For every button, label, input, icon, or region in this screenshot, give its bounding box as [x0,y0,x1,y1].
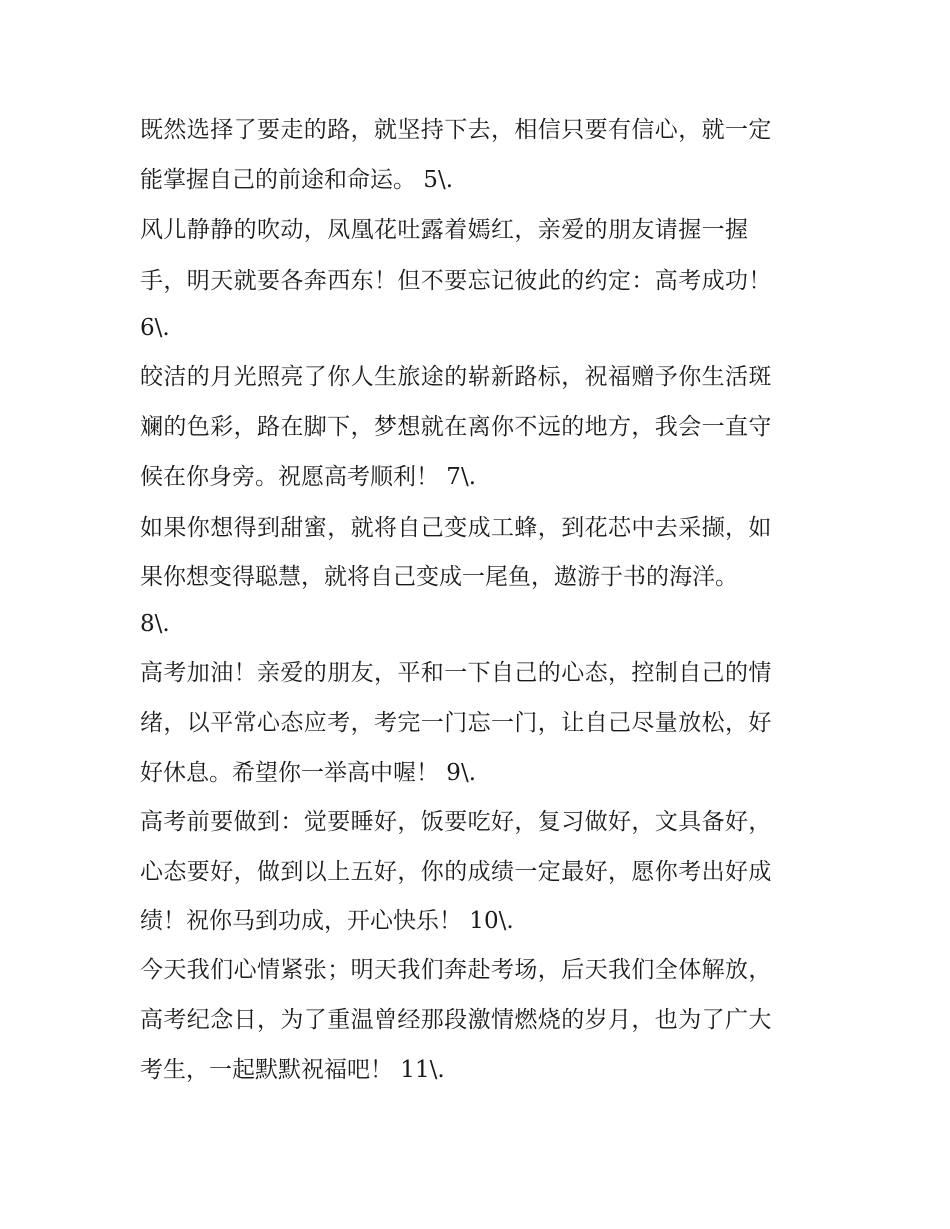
text-line: 高考前要做到：觉要睡好，饭要吃好，复习做好，文具备好， [140,809,772,835]
text-line: 绪，以平常心态应考，考完一门忘一门，让自己尽量放松，好 [140,710,772,736]
text-line: 如果你想得到甜蜜，就将自己变成工蜂，到花芯中去采撷，如 [140,515,772,541]
text-line: 果你想变得聪慧，就将自己变成一尾鱼，遨游于书的海洋。 [140,564,738,590]
text-line: 风儿静静的吹动，凤凰花吐露着嫣红，亲爱的朋友请握一握 [140,217,749,243]
text-line: 好休息。希望你一举高中喔！ 9\. [140,760,477,786]
text-line: 考生，一起默默祝福吧！ 11\. [140,1057,445,1083]
text-line: 高考加油！亲爱的朋友，平和一下自己的心态，控制自己的情 [140,660,772,686]
text-line: 能掌握自己的前途和命运。 5\. [140,167,454,193]
text-line: 候在你身旁。祝愿高考顺利！ 7\. [140,464,477,490]
text-line: 高考纪念日，为了重温曾经那段激情燃烧的岁月，也为了广大 [140,1007,772,1033]
text-line: 斓的色彩，路在脚下，梦想就在离你不远的地方，我会一直守 [140,414,772,440]
text-line: 皎洁的月光照亮了你人生旅途的崭新路标，祝福赠予你生活斑 [140,364,772,390]
text-line: 既然选择了要走的路，就坚持下去，相信只要有信心，就一定 [140,117,772,143]
text-line: 绩！祝你马到功成，开心快乐！ 10\. [140,908,514,934]
text-line: 心态要好，做到以上五好，你的成绩一定最好，愿你考出好成 [140,859,772,885]
text-line: 8\. [140,611,170,637]
text-line: 今天我们心情紧张；明天我们奔赴考场，后天我们全体解放， [140,957,772,983]
text-line: 6\. [140,315,170,341]
text-line: 手，明天就要各奔西东！但不要忘记彼此的约定：高考成功！ [140,268,772,294]
